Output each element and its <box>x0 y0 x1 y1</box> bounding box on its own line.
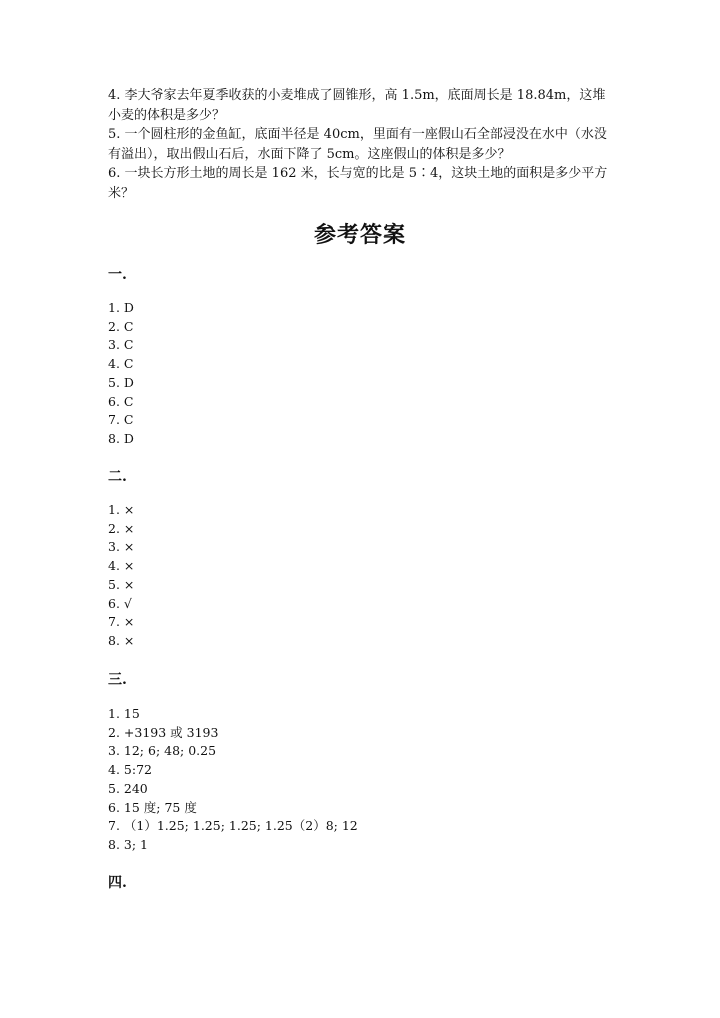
answer-item: 3. 12; 6; 48; 0.25 <box>108 743 217 759</box>
answer-item: 2. × <box>108 520 135 536</box>
problem-4: 4. 李大爷家去年夏季收获的小麦堆成了圆锥形，高 1.5m，底面周长是 18.84m，这堆小麦的体积是多少？ <box>108 88 606 123</box>
answer-item: 1. D <box>108 300 134 315</box>
answer-item: 8. × <box>108 632 135 648</box>
answer-item: 7. C <box>108 412 134 428</box>
section-heading-4: 四. <box>108 875 127 891</box>
problem-5: 5. 一个圆柱形的金鱼缸，底面半径是 40cm，里面有一座假山石全部浸没在水中（水没有溢出），取出假山石后，水面下降了 5cm。这座假山的体积是多少？ <box>108 127 607 162</box>
answer-item: 4. × <box>108 558 135 574</box>
answer-item: 4. 5:72 <box>108 762 152 778</box>
answer-item: 6. 15 度; 75 度 <box>108 799 197 815</box>
answer-item: 8. 3; 1 <box>108 836 148 852</box>
answer-item: 7. × <box>108 614 135 630</box>
answer-item: 1. 15 <box>108 706 140 721</box>
section-heading-1: 一. <box>108 267 127 283</box>
answer-key-title: 参考答案 <box>313 222 406 248</box>
answer-item: 7. （1）1.25; 1.25; 1.25; 1.25（2）8; 12 <box>108 818 358 834</box>
answer-item: 2. +3193 或 3193 <box>108 724 219 740</box>
section-heading-2: 二. <box>108 469 127 485</box>
answer-item: 5. 240 <box>108 780 148 796</box>
answer-item: 3. C <box>108 337 134 353</box>
answer-item: 6. √ <box>108 595 132 611</box>
answer-item: 6. C <box>108 393 134 409</box>
problem-6: 6. 一块长方形土地的周长是 162 米，长与宽的比是 5∶4，这块土地的面积是多少平方米？ <box>108 166 608 201</box>
answer-item: 2. C <box>108 318 134 334</box>
section-heading-3: 三. <box>108 672 127 688</box>
answer-list-1 <box>108 299 134 449</box>
answer-list-3 <box>108 705 358 855</box>
answer-item: 3. × <box>108 539 135 555</box>
answer-item: 8. D <box>108 430 134 446</box>
answer-list-2 <box>108 501 134 651</box>
answer-item: 4. C <box>108 356 134 372</box>
answer-item: 1. × <box>108 502 135 517</box>
answer-item: 5. × <box>108 576 135 592</box>
answer-item: 5. D <box>108 374 134 390</box>
word-problems <box>108 86 618 203</box>
